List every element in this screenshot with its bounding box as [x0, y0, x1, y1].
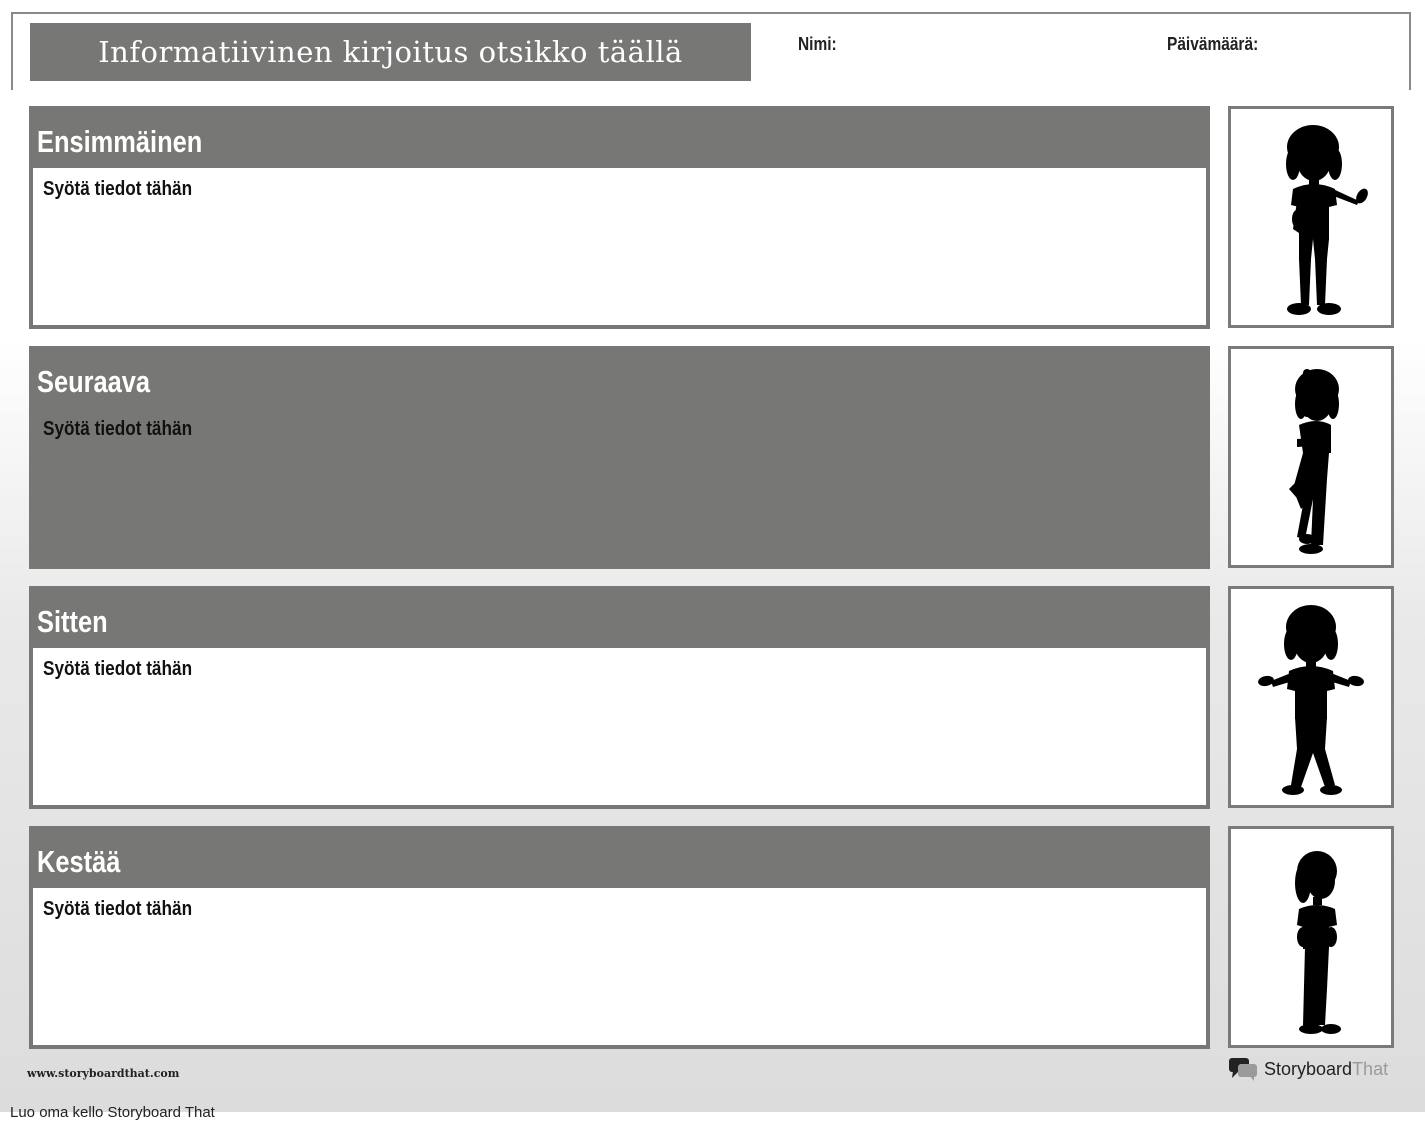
section-body[interactable]: [33, 168, 1206, 325]
brand-light: That: [1352, 1058, 1389, 1079]
section-then: [29, 586, 1210, 809]
section-heading[interactable]: Ensimmäinen: [37, 124, 203, 159]
section-body[interactable]: [33, 648, 1206, 805]
section-text[interactable]: Syötä tiedot tähän: [43, 178, 193, 200]
date-label: Päivämäärä:: [1167, 34, 1259, 54]
figure-frame-lasts[interactable]: [1228, 826, 1394, 1048]
section-body[interactable]: [33, 888, 1206, 1045]
worksheet-title[interactable]: [30, 23, 751, 81]
section-lasts: [29, 826, 1210, 1049]
speech-bubble-icon: [1228, 1056, 1258, 1082]
worksheet-title-text: Informatiivinen kirjoitus otsikko täällä: [98, 35, 683, 69]
section-heading[interactable]: Sitten: [37, 604, 108, 639]
girl-silhouette-thinking-icon: [1231, 349, 1391, 565]
figure-frame-next[interactable]: [1228, 346, 1394, 568]
figure-frame-then[interactable]: [1228, 586, 1394, 808]
storyboardthat-logo[interactable]: [1228, 1055, 1388, 1083]
name-label: Nimi:: [798, 34, 837, 54]
section-heading[interactable]: Seuraava: [37, 364, 151, 399]
section-body[interactable]: [33, 408, 1206, 565]
girl-silhouette-waving-icon: [1231, 109, 1391, 325]
section-heading[interactable]: Kestää: [37, 844, 121, 879]
section-text[interactable]: Syötä tiedot tähän: [43, 658, 193, 680]
girl-silhouette-side-icon: [1231, 829, 1391, 1045]
brand-text: [1264, 1059, 1388, 1080]
credit-text[interactable]: Luo oma kello Storyboard That: [10, 1104, 215, 1121]
figure-frame-first[interactable]: [1228, 106, 1394, 328]
section-text[interactable]: Syötä tiedot tähän: [43, 418, 193, 440]
section-first: [29, 106, 1210, 329]
section-text[interactable]: Syötä tiedot tähän: [43, 898, 193, 920]
section-next: [29, 346, 1210, 569]
girl-silhouette-shrugging-icon: [1231, 589, 1391, 805]
brand-main: Storyboard: [1264, 1058, 1353, 1079]
footer-url[interactable]: www.storyboardthat.com: [27, 1067, 180, 1080]
